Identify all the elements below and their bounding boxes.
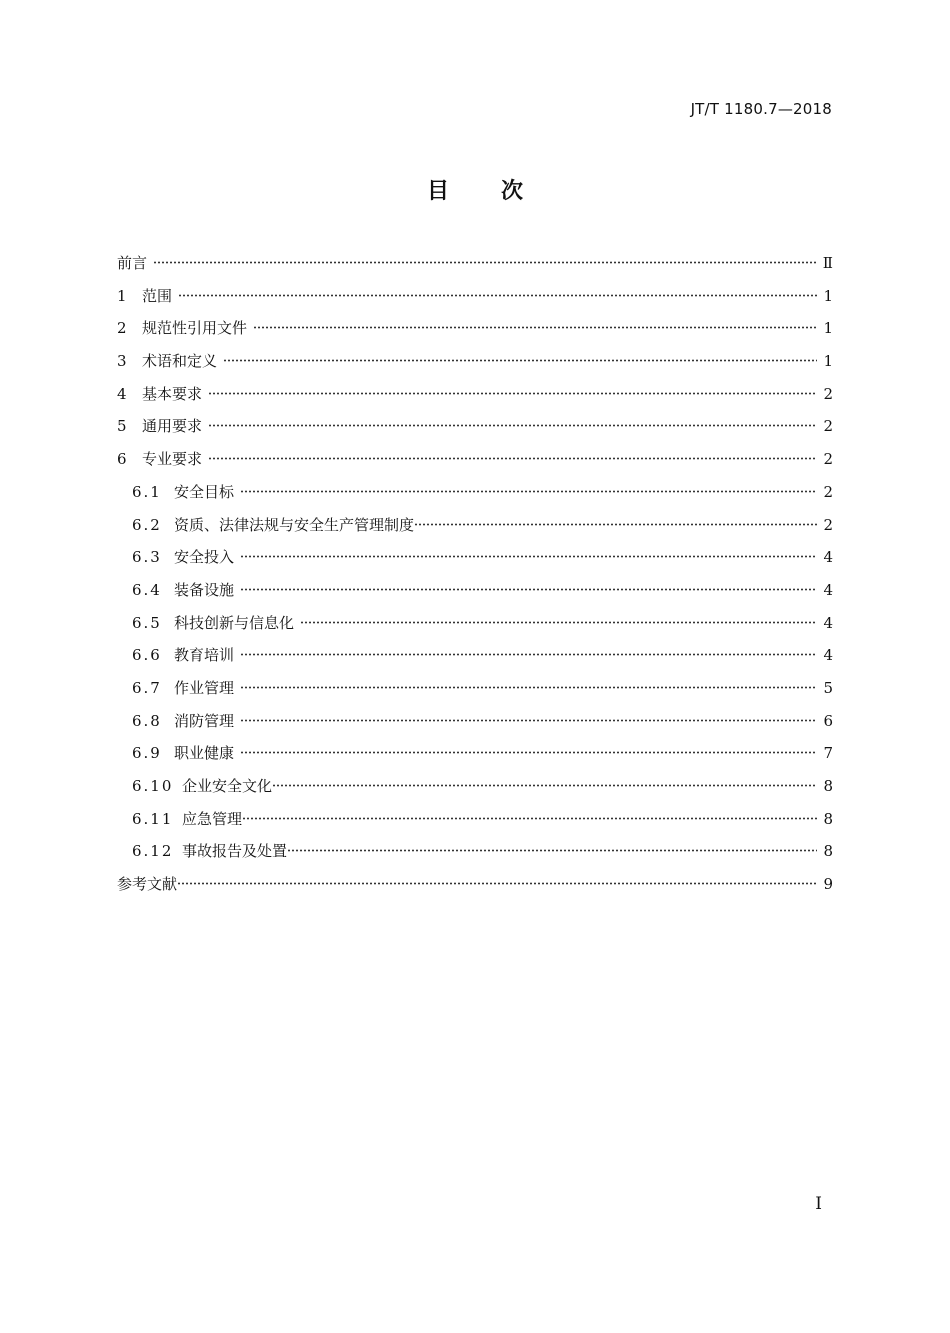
toc-entry-page: Ⅱ: [822, 254, 833, 272]
toc-entry-6-3[interactable]: [117, 541, 833, 574]
toc-leader-dots: [240, 751, 817, 754]
toc-leader-dots: [240, 555, 817, 558]
toc-entry-label: 专业要求: [142, 450, 203, 469]
toc-entry-6-1[interactable]: [117, 476, 833, 509]
toc-leader-dots: [240, 490, 817, 493]
toc-entry-page: 4: [823, 613, 833, 632]
toc-entry-number: 5: [117, 417, 127, 436]
toc-entry-6-10[interactable]: [117, 770, 833, 803]
toc-leader-dots: [414, 523, 817, 526]
toc-entry-number: 6.3: [132, 548, 162, 567]
toc-entry-page: 2: [823, 482, 833, 501]
toc-entry-page: 8: [823, 842, 833, 861]
toc-entry-3[interactable]: [117, 345, 833, 378]
toc-entry-6-8[interactable]: [117, 705, 833, 738]
toc-leader-dots: [240, 686, 817, 689]
toc-entry-label: 装备设施: [174, 580, 235, 599]
toc-leader-dots: [208, 424, 817, 427]
toc-entry-4[interactable]: [117, 378, 833, 411]
toc-entry-1[interactable]: [117, 280, 833, 313]
toc-entry-label: 消防管理: [174, 711, 235, 730]
toc-leader-dots: [240, 653, 817, 656]
toc-entry-label: 规范性引用文件: [142, 319, 248, 338]
toc-entry-number: 6.5: [132, 613, 162, 632]
toc-entry-number: 6.2: [132, 515, 162, 534]
toc-title: [0, 174, 950, 205]
toc-leader-dots: [287, 849, 817, 852]
toc-entry-page: 8: [823, 777, 833, 795]
toc-leader-dots: [208, 392, 817, 395]
toc-title-char: 目: [426, 179, 449, 204]
toc-leader-dots: [300, 621, 817, 624]
toc-entry-number: 6.12: [132, 842, 174, 861]
toc-entry-label: 通用要求: [142, 417, 203, 436]
toc-leader-dots: [223, 359, 817, 362]
toc-entry-2[interactable]: [117, 312, 833, 345]
toc-entry-page: 4: [823, 580, 833, 599]
toc-entry-page: 8: [823, 809, 833, 828]
toc-entry-number: 6.11: [132, 809, 174, 828]
toc-entry-label: 职业健康: [174, 744, 235, 763]
toc-leader-dots: [240, 588, 817, 591]
toc-entry-page: 9: [823, 875, 833, 894]
toc-entry-6-11[interactable]: [117, 803, 833, 836]
toc-entry-label: 范围: [142, 286, 173, 305]
toc-entry-page: 2: [823, 417, 833, 436]
toc-entry-number: 6.7: [132, 678, 162, 697]
toc-entry-page: 1: [823, 286, 833, 305]
toc-entry-6-5[interactable]: [117, 607, 833, 640]
toc-entry-page: 2: [823, 515, 833, 534]
toc-entry-number: 4: [117, 384, 127, 403]
toc-entry-page: 2: [823, 384, 833, 403]
toc-entry-page: 1: [823, 352, 833, 371]
table-of-contents: [117, 247, 833, 901]
toc-entry-page: 4: [823, 646, 833, 665]
toc-entry-bibliography[interactable]: [117, 868, 833, 901]
toc-entry-page: 1: [823, 319, 833, 338]
toc-leader-dots: [178, 294, 817, 297]
toc-entry-number: 6: [117, 450, 127, 469]
toc-entry-number: 6.8: [132, 711, 162, 730]
toc-entry-number: 6.6: [132, 646, 162, 665]
toc-leader-dots: [272, 784, 817, 787]
toc-entry-label: 科技创新与信息化: [174, 613, 295, 632]
toc-entry-label: 应急管理: [182, 809, 243, 828]
toc-entry-number: 2: [117, 319, 127, 338]
toc-entry-page: 6: [823, 711, 833, 730]
toc-entry-page: 4: [823, 548, 833, 567]
toc-entry-foreword[interactable]: [117, 247, 833, 280]
toc-entry-6-6[interactable]: [117, 639, 833, 672]
toc-leader-dots: [253, 326, 817, 329]
standard-code: JT/T 1180.7—2018: [690, 100, 832, 118]
toc-entry-label: 安全目标: [174, 482, 235, 501]
toc-entry-6-4[interactable]: [117, 574, 833, 607]
toc-entry-number: 1: [117, 286, 127, 305]
toc-entry-6-9[interactable]: [117, 737, 833, 770]
toc-entry-6[interactable]: [117, 443, 833, 476]
toc-entry-page: 5: [823, 678, 833, 697]
toc-leader-dots: [240, 719, 817, 722]
toc-leader-dots: [242, 817, 817, 820]
toc-entry-page: 2: [823, 450, 833, 469]
toc-entry-label: 企业安全文化: [182, 777, 273, 795]
toc-entry-6-12[interactable]: [117, 835, 833, 868]
toc-leader-dots: [177, 882, 817, 885]
page-number: I: [815, 1194, 822, 1214]
toc-entry-6-7[interactable]: [117, 672, 833, 705]
toc-entry-page: 7: [823, 744, 833, 763]
toc-entry-label: 事故报告及处置: [182, 842, 288, 861]
toc-entry-number: 6.10: [132, 777, 174, 795]
toc-entry-number: 6.4: [132, 580, 162, 599]
toc-entry-label: 术语和定义: [142, 352, 218, 371]
toc-entry-number: 3: [117, 352, 127, 371]
toc-entry-number: 6.1: [132, 482, 162, 501]
toc-entry-6-2[interactable]: [117, 509, 833, 542]
toc-leader-dots: [208, 457, 817, 460]
toc-entry-label: 参考文献: [117, 875, 178, 894]
toc-entry-label: 教育培训: [174, 646, 235, 665]
toc-entry-label: 基本要求: [142, 384, 203, 403]
toc-entry-label: 安全投入: [174, 548, 235, 567]
toc-entry-label: 前言: [117, 254, 148, 272]
toc-entry-label: 作业管理: [174, 678, 235, 697]
toc-entry-5[interactable]: [117, 410, 833, 443]
toc-title-char: 次: [501, 179, 524, 204]
toc-leader-dots: [153, 261, 817, 264]
toc-entry-number: 6.9: [132, 744, 162, 763]
toc-entry-label: 资质、法律法规与安全生产管理制度: [174, 515, 415, 534]
